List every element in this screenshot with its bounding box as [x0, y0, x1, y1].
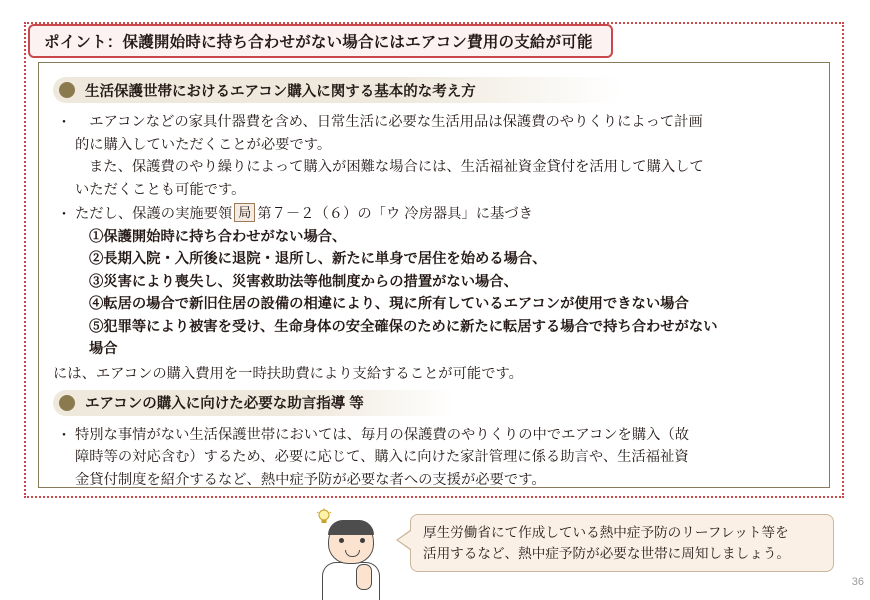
list-item: ②長期入院・入所後に退院・退所し、新たに単身で居住を始める場合、	[89, 251, 547, 267]
text-line-content: 障時等の対応含む）するため、必要に応じて、購入に向けた家計管理に係る助言や、生活福祉資	[75, 449, 689, 465]
section-heading-text: 生活保護世帯におけるエアコン購入に関する基本的な考え方	[85, 83, 476, 100]
text-line-content: 金貸付制度を紹介するなど、熱中症予防が必要な者への支援が必要です。	[75, 471, 546, 488]
text-line	[75, 424, 815, 447]
character-hair	[328, 520, 374, 535]
paragraph-basic-1-body	[75, 111, 815, 201]
paragraph-basic-2-body	[75, 203, 815, 361]
text-line-content: 特別な事情がない生活保護世帯においては、毎月の保護費のやりくりの中でエアコンを購入（故	[75, 426, 690, 443]
lead-text-a: ただし、保護の実施要領	[75, 206, 233, 222]
numbered-condition-list	[75, 226, 815, 361]
text-line	[75, 134, 815, 157]
paragraph-basic-1	[53, 111, 815, 201]
section-heading-text: エアコンの購入に向けた必要な助言指導 等	[85, 396, 364, 412]
character-illustration	[312, 508, 388, 592]
text-line-content: また、保護費のやり繰りによって購入が困難な場合には、生活福祉資金貸付を活用して購入して	[89, 159, 704, 175]
text-line-content: いただくことも可能です。	[75, 181, 246, 198]
callout-line-1: 厚生労働省にて作成している熱中症予防のリーフレット等を	[423, 525, 789, 540]
text-line	[75, 469, 815, 492]
section-heading-basic-policy	[53, 77, 623, 103]
text-line	[75, 179, 815, 202]
point-banner	[28, 24, 613, 58]
list-item: ①保護開始時に持ち合わせがない場合、	[89, 228, 347, 245]
paragraph-guidance-1-body	[75, 424, 815, 492]
bullet-mark: ・	[57, 206, 71, 222]
character-eye-right	[360, 538, 365, 543]
slide-content-box	[38, 62, 830, 488]
callout-line-2: 活用するなど、熱中症予防が必要な世帯に周知しましょう。	[423, 546, 791, 561]
lightbulb-icon	[316, 508, 332, 526]
text-line-content: 的に購入していただくことが必要です。	[75, 136, 332, 153]
point-banner-text: ポイント：保護開始時に持ち合わせがない場合にはエアコン費用の支給が可能	[44, 34, 593, 51]
boxed-kanji: 局	[234, 203, 255, 222]
list-item: ④転居の場合で新旧住居の設備の相違により、現に所有しているエアコンが使用できない場合	[89, 296, 689, 312]
circle-bullet-icon	[59, 82, 75, 98]
paragraph-basic-2	[53, 203, 815, 361]
character-arm	[356, 564, 372, 590]
bullet-mark: ・	[57, 114, 71, 130]
text-line-content: エアコンなどの家具什器費を含め、日常生活に必要な生活用品は保護費のやりくりによって計画	[75, 114, 703, 130]
page-number: 36	[851, 576, 864, 588]
text-line	[75, 156, 815, 179]
character-eye-left	[339, 538, 344, 543]
section-heading-guidance	[53, 390, 455, 416]
list-item: ⑤犯罪等により被害を受け、生命身体の安全確保のために新たに転居する場合で持ち合わせがない	[89, 318, 718, 335]
list-item: ③災害により喪失し、災害救助法等他制度からの措置がない場合、	[89, 273, 518, 290]
text-line	[75, 446, 815, 469]
bullet-mark: ・	[57, 426, 71, 443]
text-line	[75, 111, 815, 134]
paragraph-basic-2-tail: には、エアコンの購入費用を一時扶助費により支給することが可能です。	[53, 365, 523, 382]
circle-bullet-icon	[59, 395, 75, 411]
speech-callout	[410, 514, 834, 572]
text-line-lead	[75, 203, 815, 226]
lead-text-b: 第７－２（６）の「ウ 冷房器具」に基づき	[257, 206, 533, 222]
list-item-continuation: 場合	[89, 341, 118, 357]
paragraph-guidance-1	[53, 424, 815, 492]
